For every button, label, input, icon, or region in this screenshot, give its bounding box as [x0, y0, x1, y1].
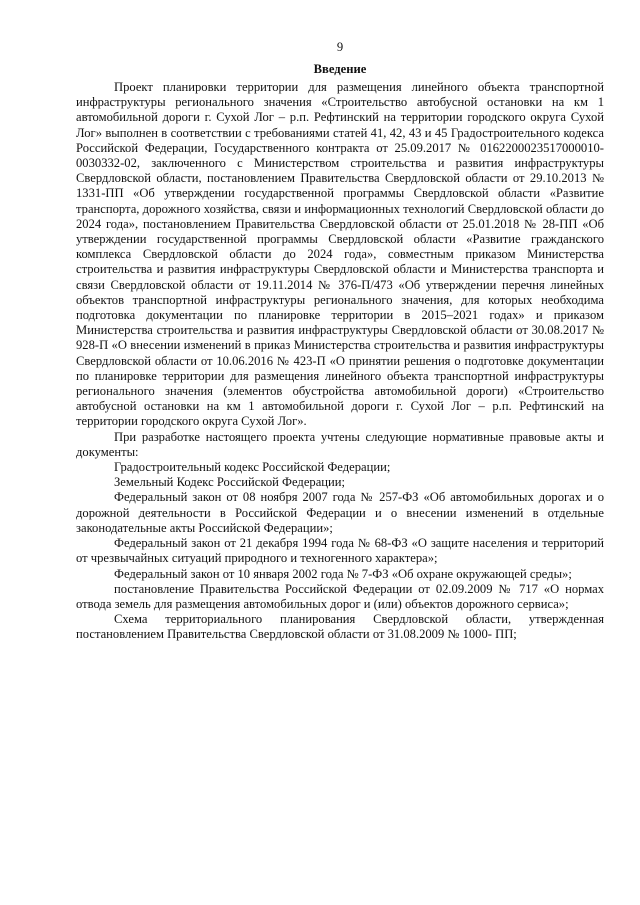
list-item-land-code: Земельный Кодекс Российской Федерации;	[114, 475, 346, 490]
paragraph-intro: Проект планировки территории для размещения линейного объекта транспортной инфраструктуры регионального значения «Строительство автобусной остановки на км 1 автомобильной дороги г. Сухой Лог – р.п. Рефтинский на территории городского округа Сухой Лог» выполнен в соответствии с требованиями статей 41, 42, 43 и 45 Градостроительного кодекса Российской Федерации, Государственного контракта от 25.09.2017 № 0162200023517000010-0030332-02, заключенного с Министерством строительства и развития инфраструктуры Свердловской области, постановлением Правительства Свердловской области от 29.10.2013 № 1331-ПП «Об утверждении государственной программы Свердловской области «Развитие транспорта, дорожного хозяйства, связи и информационных технологий Свердловской области до 2024 года», постановлением Правительства Свердловской области от 25.01.2018 № 28-ПП «Об утверждении государственной программы Свердловской области «Развитие гражданского комплекса Свердловской области до 2024 года», совместным приказом Министерства строительства и развития инфраструктуры Свердловской области и Министерства транспорта и связи Свердловской области от 19.11.2014 № 376-П/473 «Об утверждении перечня линейных объектов транспортной инфраструктуры регионального значения, для которых необходима подготовка документации по планировке территории в 2015–2021 годах» и приказом Министерства строительства и развития инфраструктуры Свердловской области от 30.08.2017 № 928-П «О внесении изменений в приказ Министерства строительства и развития инфраструктуры Свердловской области от 10.06.2016 № 423-П «О принятии решения о подготовке документации по планировке территории для размещения линейного объекта транспортной инфраструктуры регионального значения (элементов обустройства автомобильной дороги) «Строительство автобусной остановки на км 1 автомобильной дороги г. Сухой Лог – р.п. Рефтинский на территории городского округа Сухой Лог».	[76, 80, 604, 429]
paragraph-documents-lead: При разработке настоящего проекта учтены следующие нормативные правовые акты и документы:	[76, 429, 604, 459]
list-item-urban-code: Градостроительный кодекс Российской Федерации;	[114, 460, 391, 475]
section-title: Введение	[313, 62, 367, 76]
page-number: 9	[336, 40, 344, 54]
list-item-law-257: Федеральный закон от 08 ноября 2007 года № 257-ФЗ «Об автомобильных дорогах и о дорожной деятельности в Российской Федерации и о внесении изменений в отдельные законодательные акты Российской Федерации»;	[76, 490, 604, 535]
list-item-decree-717: постановление Правительства Российской Федерации от 02.09.2009 № 717 «О нормах отвода земель для размещения автомобильных дорог и (или) объектов дорожного сервиса»;	[76, 581, 604, 611]
list-item-territorial-scheme: Схема территориального планирования Свердловской области, утвержденная постановлением Правительства Свердловской области от 31.08.2009 № 1000- ПП;	[76, 612, 604, 642]
list-item-law-7: Федеральный закон от 10 января 2002 года № 7-ФЗ «Об охране окружающей среды»;	[114, 566, 572, 581]
list-item-law-68: Федеральный закон от 21 декабря 1994 года № 68-ФЗ «О защите населения и территорий от чрезвычайных ситуаций природного и техногенного характера»;	[76, 536, 604, 566]
